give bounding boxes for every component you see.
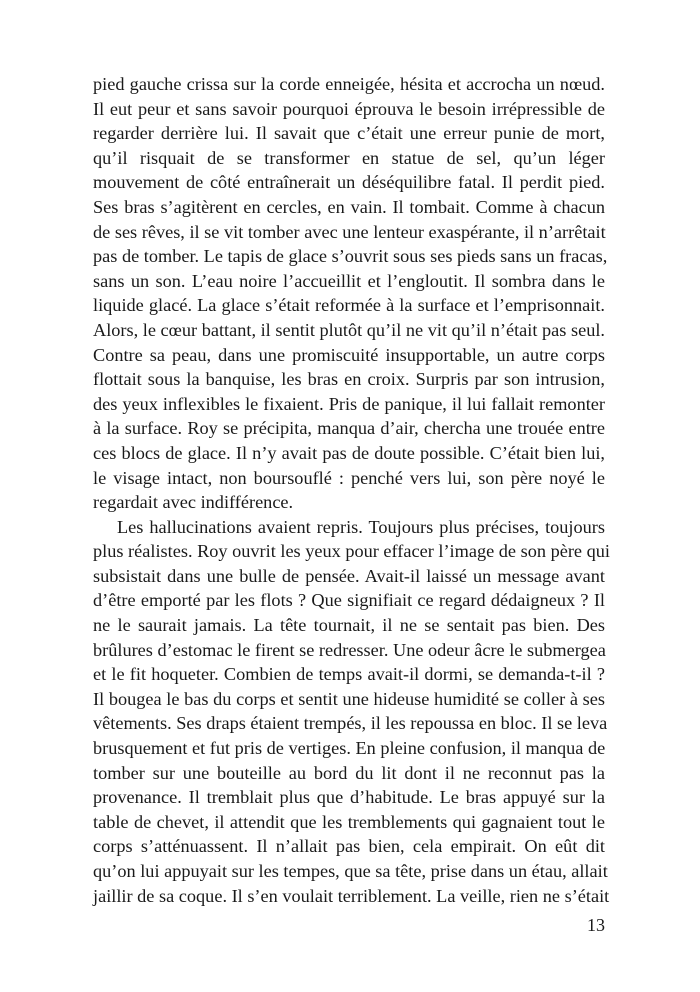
text-line: ces blocs de glace. Il n’y avait pas de doute possible. C’était bien lui, (93, 442, 605, 463)
text-line: table de chevet, il attendit que les tremblements qui gagnaient tout le (93, 811, 605, 832)
text-line: et le fit hoqueter. Combien de temps avait-il dormi, se demanda-t-il ? (93, 664, 605, 685)
text-line: de ses rêves, il se vit tomber avec une lenteur exaspérante, il n’arrêtait (93, 221, 606, 242)
text-line: brûlures d’estomac le firent se redresser. Une odeur âcre le submergea (93, 639, 606, 660)
text-line: plus réalistes. Roy ouvrit les yeux pour effacer l’image de son père qui (93, 541, 610, 562)
text-line: corps s’atténuassent. Il n’allait pas bien, cela empirait. On eût dit (93, 836, 605, 857)
text-line: Il bougea le bas du corps et sentit une hideuse humidité se coller à ses (93, 688, 605, 709)
text-line: liquide glacé. La glace s’était reformée à la surface et l’emprisonnait. (93, 295, 605, 316)
text-line: d’être emporté par les flots ? Que signifiait ce regard dédaigneux ? Il (93, 590, 605, 611)
text-line: le visage intact, non boursouflé : penché vers lui, son père noyé le (93, 467, 605, 488)
text-line: Ses bras s’agitèrent en cercles, en vain. Il tombait. Comme à chacun (93, 196, 605, 217)
text-line: tomber sur une bouteille au bord du lit dont il ne reconnut pas la (93, 762, 605, 783)
text-line: sans un son. L’eau noire l’accueillit et l’engloutit. Il sombra dans le (93, 270, 605, 291)
text-line: Il eut peur et sans savoir pourquoi éprouva le besoin irrépressible de (93, 98, 605, 119)
text-line: vêtements. Ses draps étaient trempés, il les repoussa en bloc. Il se leva (93, 713, 608, 734)
text-line: Alors, le cœur battant, il sentit plutôt qu’il ne vit qu’il n’était pas seul. (93, 319, 605, 340)
text-line: regarder derrière lui. Il savait que c’était une erreur punie de mort, (93, 123, 605, 144)
text-line: à la surface. Roy se précipita, manqua d’air, chercha une trouée entre (93, 418, 605, 439)
text-line: flottait sous la banquise, les bras en croix. Surpris par son intrusion, (93, 369, 605, 390)
text-line: des yeux inflexibles le fixaient. Pris de panique, il lui fallait remonter (93, 393, 605, 414)
body-text (93, 72, 610, 908)
text-line: mouvement de côté entraînerait un déséquilibre fatal. Il perdit pied. (93, 172, 605, 193)
text-line: qu’il risquait de se transformer en statue de sel, qu’un léger (93, 147, 605, 168)
page-number: 13 (587, 915, 605, 935)
paragraph-end-line: regardait avec indifférence. (93, 492, 294, 513)
text-line: jaillir de sa coque. Il s’en voulait terriblement. La veille, rien ne s’était (93, 885, 610, 906)
text-line: subsistait dans une bulle de pensée. Avait-il laissé un message avant (93, 565, 605, 586)
text-line: pas de tomber. Le tapis de glace s’ouvrit sous ses pieds sans un fracas, (93, 246, 608, 267)
text-line: Contre sa peau, dans une promiscuité insupportable, un autre corps (93, 344, 605, 365)
paragraph-start-line: Les hallucinations avaient repris. Toujours plus précises, toujours (117, 516, 605, 537)
text-line: pied gauche crissa sur la corde enneigée, hésita et accrocha un nœud. (93, 74, 605, 94)
text-line: provenance. Il tremblait plus que d’habitude. Le bras appuyé sur la (93, 787, 605, 808)
text-line: ne le saurait jamais. La tête tournait, il ne se sentait pas bien. Des (93, 615, 605, 636)
text-line: qu’on lui appuyait sur les tempes, que sa tête, prise dans un étau, allait (93, 861, 608, 881)
text-line: brusquement et fut pris de vertiges. En pleine confusion, il manqua de (93, 738, 606, 759)
